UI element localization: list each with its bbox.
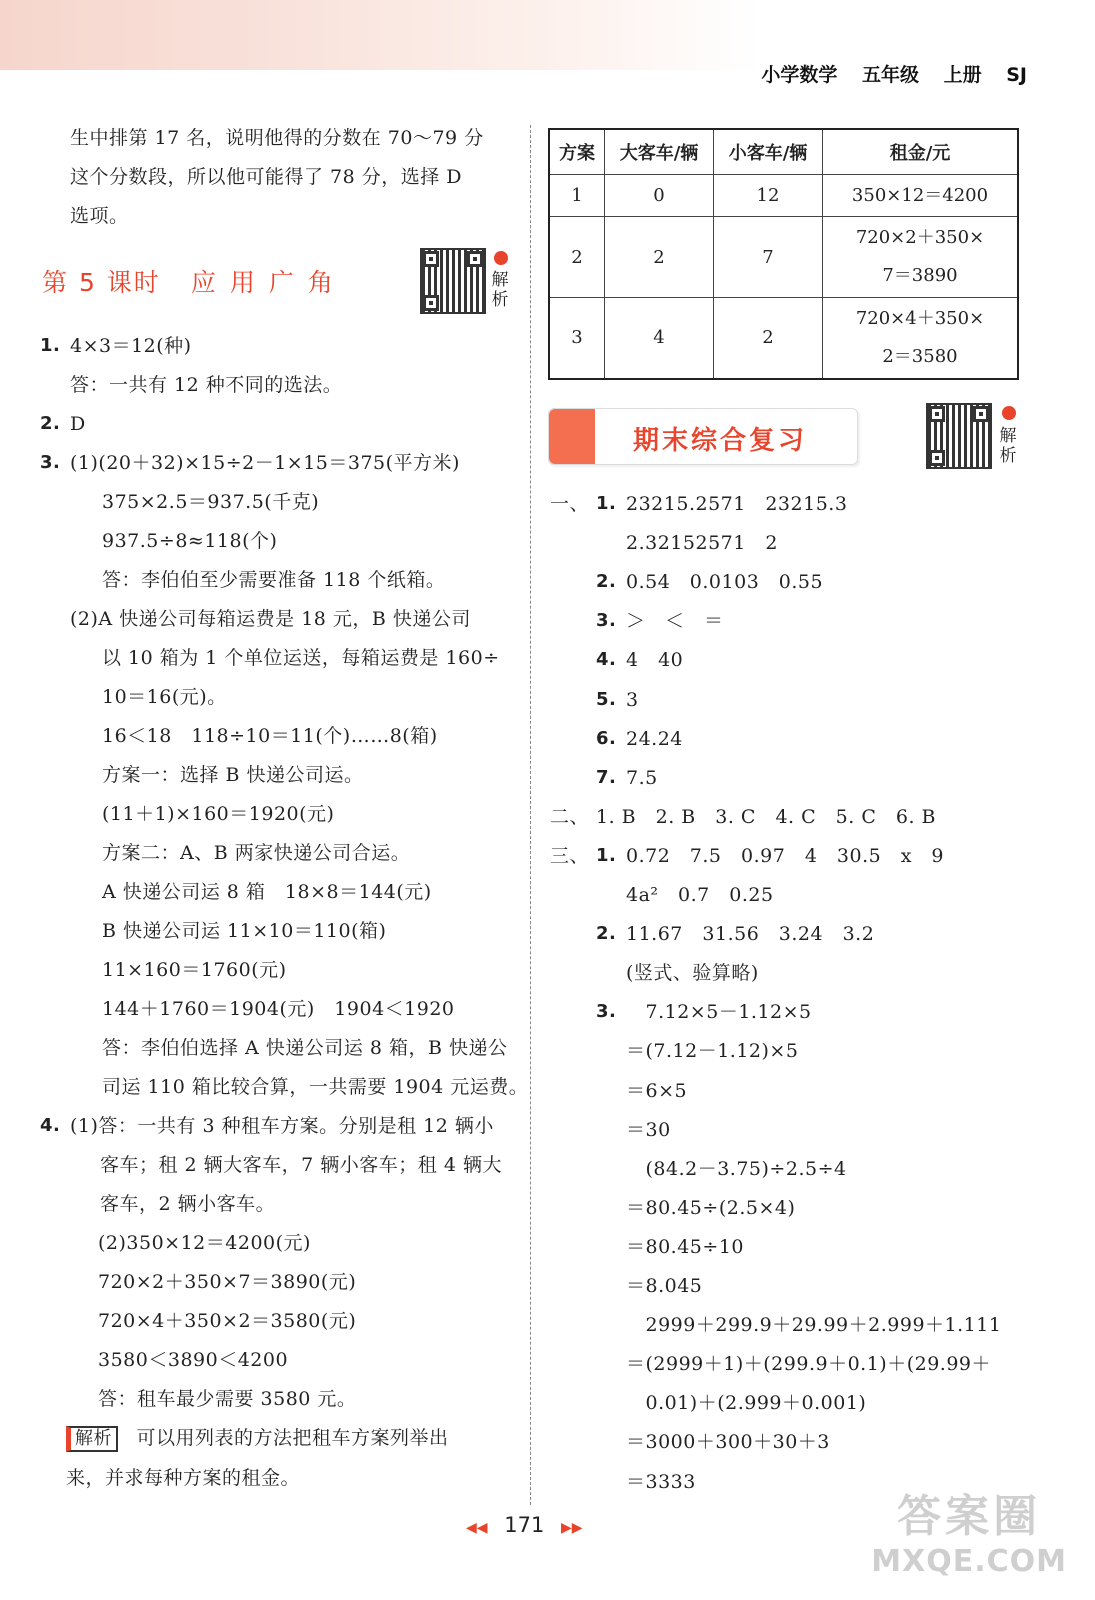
lesson-title <box>42 263 347 299</box>
item-number: 3. <box>596 610 617 632</box>
item-number: 3. <box>40 452 61 473</box>
lesson-number: 第 5 课时 <box>42 268 161 297</box>
fee-line-2: 2＝3580 <box>882 345 958 367</box>
item-number: 1. <box>596 493 617 514</box>
review-answer-line: ＝(7.12－1.12)×5 <box>626 1040 799 1063</box>
review-answer-line: 7.12×5－1.12×5 <box>626 1001 812 1024</box>
table-cell-small: 7 <box>714 217 823 298</box>
review-answer-line: 24.24 <box>626 727 683 750</box>
answer-line: (1)(20＋32)×15÷2－1×15＝375(平方米) <box>70 452 460 474</box>
section-marker: 一、 <box>550 493 590 515</box>
table-row <box>549 217 1018 298</box>
answer-line: 答：李伯伯选择 A 快递公司运 8 箱，B 快递公 <box>102 1037 508 1059</box>
header-grade: 五年级 <box>861 64 919 86</box>
item-number: 1. <box>40 335 61 356</box>
review-answer-line: ＝3000＋300＋30＋3 <box>626 1431 830 1454</box>
answer-line: D <box>70 413 86 435</box>
item-number: 6. <box>596 727 617 749</box>
analysis-line-2: 来，并求每种方案的租金。 <box>66 1467 301 1489</box>
review-answer-line: 4a² 0.7 0.25 <box>626 884 774 906</box>
qr-label: 解析 <box>999 426 1017 466</box>
column-divider <box>530 125 531 1505</box>
review-answer-line: 11.67 31.56 3.24 3.2 <box>626 923 875 946</box>
analysis-line-1 <box>66 1426 449 1452</box>
header-term: 上册 <box>943 64 982 86</box>
banner-tab <box>549 409 595 464</box>
review-answer-line: 0.72 7.5 0.97 4 30.5 x 9 <box>626 844 945 867</box>
table-row <box>549 298 1018 379</box>
table-cell-plan: 1 <box>549 175 605 217</box>
header-subject: 小学数学 <box>761 64 838 86</box>
item-number: 5. <box>596 688 617 710</box>
item-number: 3. <box>596 1001 617 1023</box>
header-edition: SJ <box>1006 64 1027 86</box>
table-cell-small: 2 <box>714 298 823 379</box>
intro-line: 选项。 <box>70 205 129 227</box>
qr-label: 解析 <box>491 270 509 310</box>
table-cell-big: 2 <box>605 217 714 298</box>
review-answer-line: ＝6×5 <box>626 1079 688 1102</box>
table-header: 方案 <box>549 129 605 175</box>
answer-line: 司运 110 箱比较合算，一共需要 1904 元运费。 <box>102 1076 529 1098</box>
review-answer-line: 0.01)＋(2.999＋0.001) <box>626 1392 867 1415</box>
table-header-row <box>549 129 1018 175</box>
review-title: 期末综合复习 <box>633 426 808 456</box>
review-answer-line: 1. B 2. B 3. C 4. C 5. C 6. B <box>596 805 937 828</box>
table-cell-big: 0 <box>605 175 714 217</box>
fee-line-1: 350×12＝4200 <box>851 184 989 206</box>
watermark-bottom: MXQE.COM <box>871 1544 1067 1579</box>
table-header: 大客车/辆 <box>605 129 714 175</box>
review-answer-line: 0.54 0.0103 0.55 <box>626 571 824 594</box>
answer-line: 937.5÷8≈118(个) <box>102 530 278 552</box>
table-row <box>549 175 1018 217</box>
review-answer-line: (84.2－3.75)÷2.5÷4 <box>626 1157 847 1180</box>
review-answer-line: 2.32152571 2 <box>626 532 778 555</box>
lesson-name: 应用广角 <box>190 268 347 297</box>
page-header <box>743 60 1027 87</box>
item-number: 4. <box>40 1115 61 1136</box>
answer-line: 答：李伯伯至少需要准备 118 个纸箱。 <box>102 569 446 591</box>
answer-line: 以 10 箱为 1 个单位运送，每箱运费是 160÷ <box>102 647 500 669</box>
table-cell-plan: 2 <box>549 217 605 298</box>
item-number: 2. <box>40 413 61 434</box>
answer-line: (11＋1)×160＝1920(元) <box>102 803 335 825</box>
answer-line: 客车，2 辆小客车。 <box>100 1193 276 1215</box>
review-answer-line: ＝3333 <box>626 1470 696 1493</box>
item-number: 1. <box>596 844 617 866</box>
prev-arrow-icon[interactable]: ◀◀ <box>466 1520 488 1536</box>
fee-line-1: 720×2＋350× <box>855 227 985 248</box>
answer-line: (2)350×12＝4200(元) <box>98 1232 311 1254</box>
rental-plan-table <box>548 128 1019 380</box>
review-answer-line: 2999＋299.9＋29.99＋2.999＋1.111 <box>626 1314 1002 1337</box>
answer-line: 4×3＝12(种) <box>70 335 192 357</box>
table-header: 小客车/辆 <box>714 129 823 175</box>
fee-line-2: 7＝3890 <box>882 265 958 286</box>
review-answer-line: 4 40 <box>626 649 684 672</box>
answer-line: 720×2＋350×7＝3890(元) <box>98 1271 357 1293</box>
answer-line: A 快递公司运 8 箱 18×8＝144(元) <box>102 881 432 903</box>
answer-line: 方案一：选择 B 快递公司运。 <box>102 764 364 786</box>
answer-line: (1)答：一共有 3 种租车方案。分别是租 12 辆小 <box>70 1115 494 1137</box>
table-cell-plan: 3 <box>549 298 605 379</box>
intro-line: 这个分数段，所以他可能得了 78 分，选择 D <box>70 166 463 188</box>
item-number: 4. <box>596 649 617 671</box>
review-answer-line: ＝8.045 <box>626 1275 703 1297</box>
table-cell-fee <box>823 175 1019 217</box>
item-number: 2. <box>596 571 617 593</box>
table-header: 租金/元 <box>823 129 1019 175</box>
review-answer-line: ＝(2999＋1)＋(299.9＋0.1)＋(29.99＋ <box>626 1353 992 1376</box>
answer-line: 客车；租 2 辆大客车，7 辆小客车；租 4 辆大 <box>100 1154 502 1176</box>
section-marker: 三、 <box>550 844 590 867</box>
review-answer-line: (竖式、验算略) <box>626 962 759 985</box>
intro-line: 生中排第 17 名，说明他得的分数在 70～79 分 <box>70 127 484 149</box>
review-answer-line: 7.5 <box>626 766 658 789</box>
review-answer-line: ＝80.45÷(2.5×4) <box>626 1196 796 1219</box>
answer-line: 16＜18 118÷10＝11(个)……8(箱) <box>102 725 438 747</box>
qr-code-icon[interactable] <box>420 248 486 314</box>
watermark <box>871 1480 1067 1579</box>
section-marker: 二、 <box>550 805 590 828</box>
review-answer-line: 23215.2571 23215.3 <box>626 493 848 515</box>
watermark-top: 答案圈 <box>897 1491 1042 1542</box>
table-cell-fee <box>823 217 1019 298</box>
answer-line: 144＋1760＝1904(元) 1904＜1920 <box>102 998 455 1020</box>
review-section-banner <box>548 408 858 465</box>
next-arrow-icon[interactable]: ▶▶ <box>561 1520 583 1536</box>
answer-line: B 快递公司运 11×10＝110(箱) <box>102 920 387 942</box>
answer-line: 375×2.5＝937.5(千克) <box>102 491 320 513</box>
review-answer-line: ＝80.45÷10 <box>626 1235 744 1258</box>
play-icon <box>494 251 508 265</box>
play-icon <box>1002 406 1016 420</box>
review-answer-line: 3 <box>626 688 639 711</box>
qr-code-icon[interactable] <box>926 403 992 469</box>
review-answer-line: ＞ ＜ ＝ <box>626 610 724 633</box>
page-number <box>466 1513 583 1537</box>
item-number: 7. <box>596 766 617 788</box>
answer-line: 720×4＋350×2＝3580(元) <box>98 1310 357 1332</box>
answer-line: 3580＜3890＜4200 <box>98 1349 289 1371</box>
answer-line: 11×160＝1760(元) <box>102 959 287 981</box>
answer-line: 方案二：A、B 两家快递公司合运。 <box>102 842 411 864</box>
table-cell-fee <box>823 298 1019 379</box>
fee-line-1: 720×4＋350× <box>855 307 985 329</box>
table-cell-big: 4 <box>605 298 714 379</box>
answer-line: (2)A 快递公司每箱运费是 18 元，B 快递公司 <box>70 608 471 630</box>
answer-line: 答：租车最少需要 3580 元。 <box>98 1388 357 1410</box>
review-answer-line: ＝30 <box>626 1118 671 1141</box>
table-cell-small: 12 <box>714 175 823 217</box>
header-decoration-band <box>0 0 760 70</box>
answer-line: 答：一共有 12 种不同的选法。 <box>70 374 343 396</box>
analysis-text-1: 可以用列表的方法把租车方案列举出 <box>136 1427 449 1449</box>
page-number-text: 171 <box>504 1513 545 1537</box>
analysis-tag: 解析 <box>66 1426 118 1452</box>
item-number: 2. <box>596 923 617 945</box>
answer-line: 10＝16(元)。 <box>102 686 227 708</box>
